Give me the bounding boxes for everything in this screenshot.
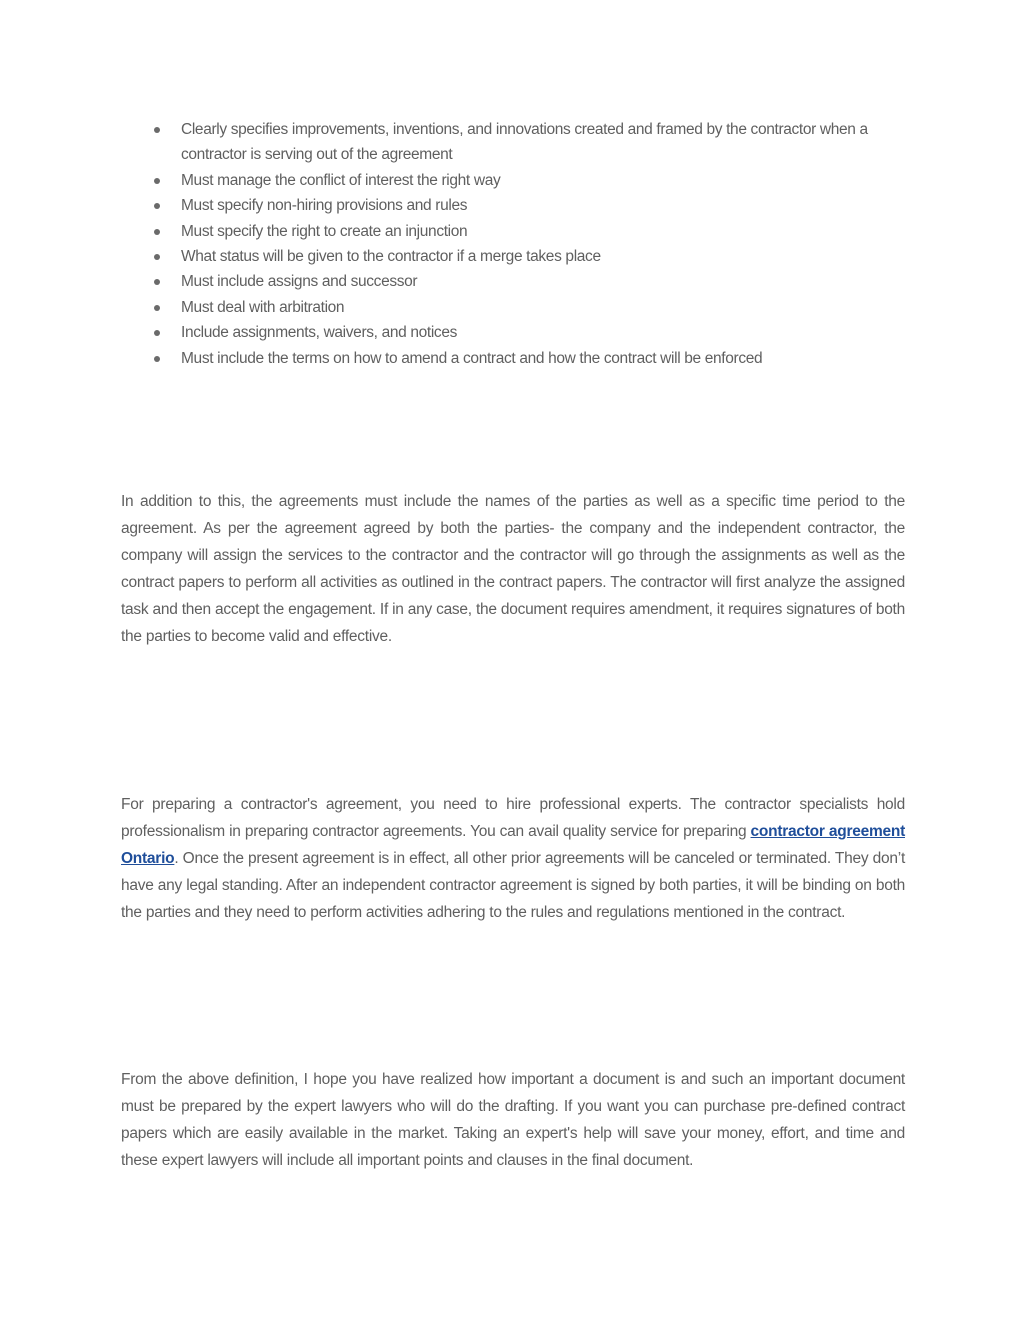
paragraph-parties-and-time-period: In addition to this, the agreements must include the names of the parties as well as a specific time period to the agreement. As per the agreement agreed by both the parties- the company and the independent contractor, the company will assign the services to the contractor and the contractor will go through the assignments as well as the contract papers to perform all activities as outlined in the contract papers. The contractor will first analyze the assigned task and then accept the engagement. If in any case, the document requires amendment, it requires signatures of both the parties to become valid and effective. xyxy=(121,493,905,645)
list-item-text: What status will be given to the contractor if a merge takes place xyxy=(181,248,601,266)
list-item-text: Must include the terms on how to amend a contract and how the contract will be enforced xyxy=(181,349,763,367)
list-item xyxy=(148,346,868,371)
list-item xyxy=(148,168,868,193)
bullet-icon xyxy=(154,254,160,260)
paragraph-hire-experts xyxy=(121,791,905,926)
list-item xyxy=(148,320,868,345)
bullet-icon xyxy=(154,305,160,311)
list-item-text: Must manage the conflict of interest the right way xyxy=(181,171,501,189)
list-item-text: Must include assigns and successor xyxy=(181,273,418,291)
list-item xyxy=(148,219,868,244)
list-item xyxy=(148,295,868,320)
list-item-text: Include assignments, waivers, and notices xyxy=(181,324,457,342)
list-item-text: Must deal with arbitration xyxy=(181,298,345,316)
contractor-agreement-ontario-link[interactable]: contractor agreement Ontario xyxy=(121,823,905,867)
bullet-icon xyxy=(154,330,160,336)
list-item xyxy=(148,269,868,294)
list-item-text: Must specify the right to create an injunction xyxy=(181,222,468,240)
list-item xyxy=(148,117,868,168)
bullet-icon xyxy=(154,127,160,133)
list-item-text: Must specify non-hiring provisions and rules xyxy=(181,197,468,215)
list-item-text: Clearly specifies improvements, inventions, and innovations created and framed by the contractor when a contractor is serving out of the agreement xyxy=(181,121,868,164)
paragraph-text: For preparing a contractor's agreement, you need to hire professional experts. The contractor specialists hold professionalism in preparing contractor agreements. You can avail quality service for preparing xyxy=(121,796,905,840)
bullet-icon xyxy=(154,279,160,285)
list-item xyxy=(148,193,868,218)
list-item xyxy=(148,244,868,269)
paragraph-conclusion: From the above definition, I hope you have realized how important a document is and such an important document must be prepared by the expert lawyers who will do the drafting. If you want you can purchase pre-defined contract papers which are easily available in the market. Taking an expert's help will save your money, effort, and time and these expert lawyers will include all important points and clauses in the final document. xyxy=(121,1071,905,1169)
paragraph-text: . Once the present agreement is in effect, all other prior agreements will be canceled or terminated. They don’t have any legal standing. After an independent contractor agreement is signed by both parties, it will be binding on both the parties and they need to perform activities adhering to the rules and regulations mentioned in the contract. xyxy=(121,850,905,921)
bullet-icon xyxy=(154,178,160,184)
bullet-icon xyxy=(154,229,160,235)
requirements-bullet-list xyxy=(148,117,868,371)
bullet-icon xyxy=(154,203,160,209)
bullet-icon xyxy=(154,356,160,362)
